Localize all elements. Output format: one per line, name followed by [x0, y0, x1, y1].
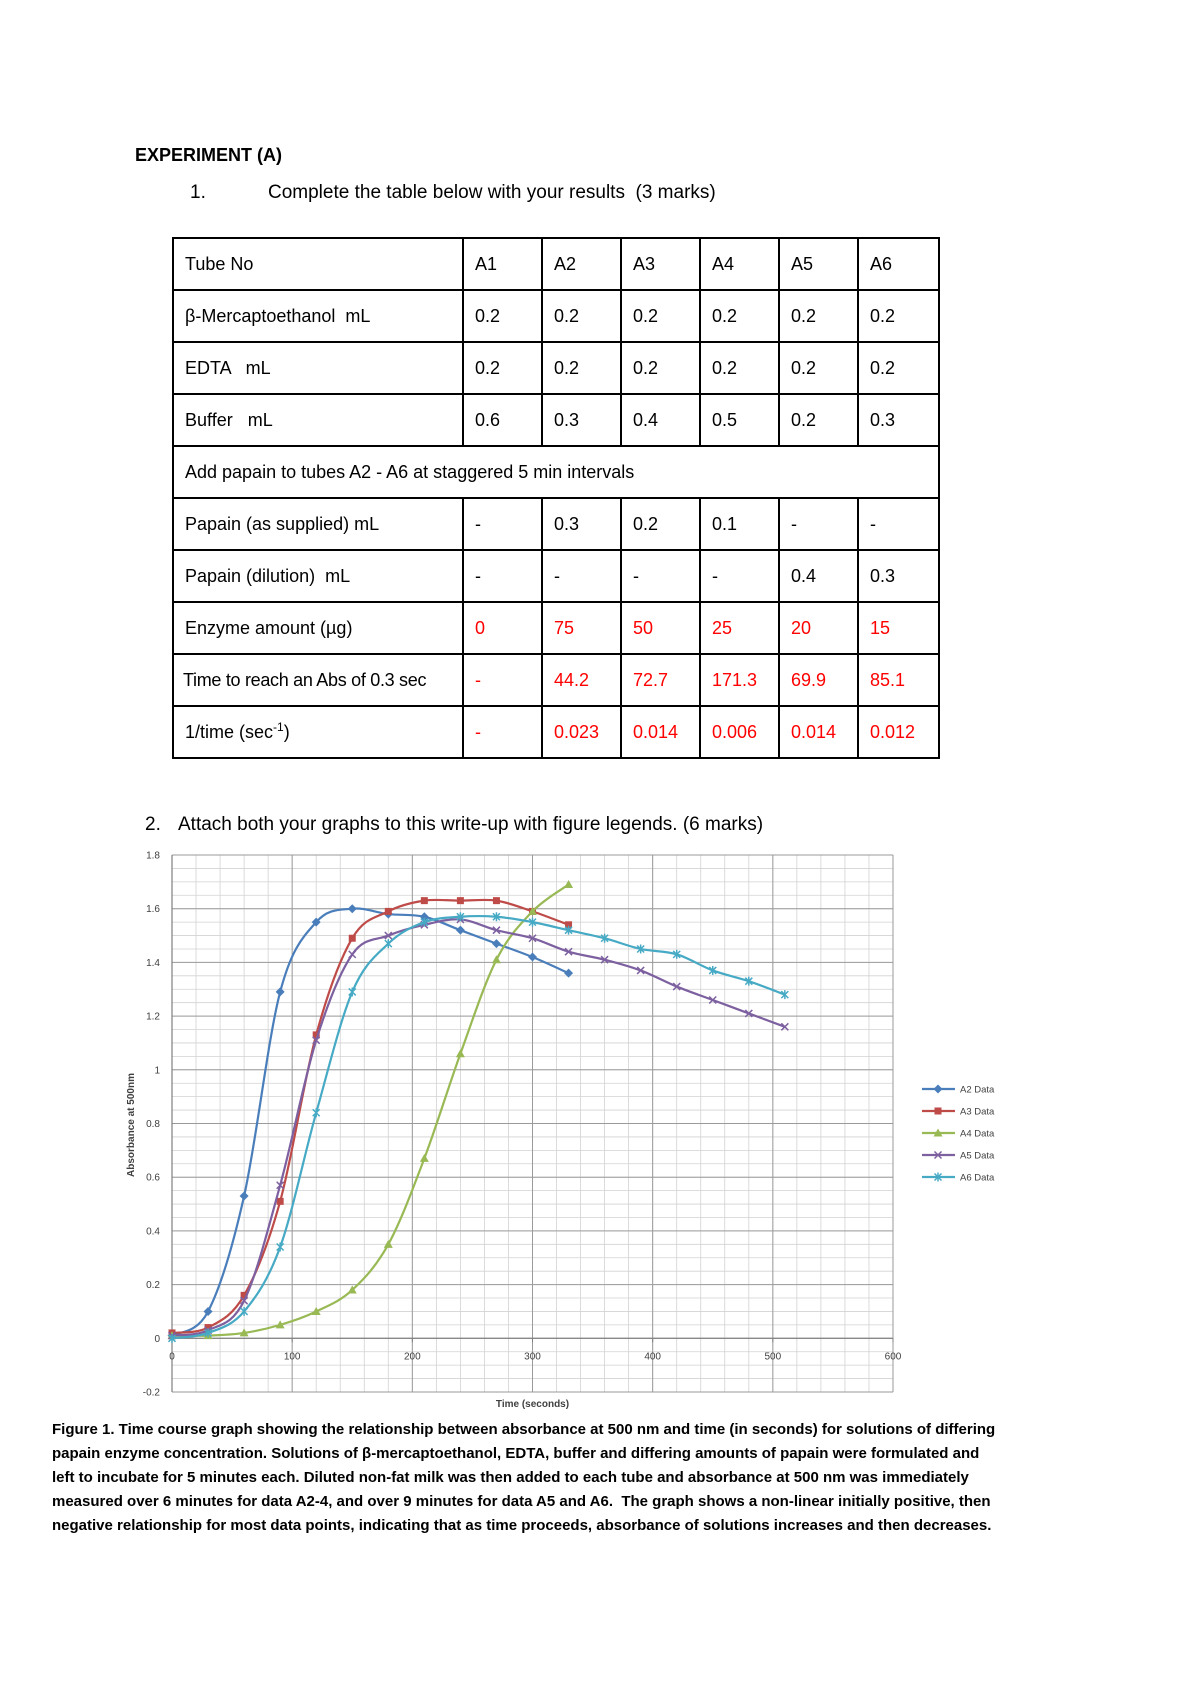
y-tick-label: 0.2 — [146, 1280, 160, 1292]
result-value: 171.3 — [700, 654, 779, 706]
chart-legend — [922, 1085, 995, 1184]
row-papain-dilution — [173, 550, 939, 602]
row-edta — [173, 342, 939, 394]
cell-value: 0.2 — [700, 290, 779, 342]
legend-item-a2 — [922, 1085, 995, 1096]
row-label — [173, 706, 463, 758]
cell-value: 0.2 — [542, 342, 621, 394]
legend-label: A3 Data — [960, 1106, 995, 1118]
column-header: A1 — [463, 238, 542, 290]
cell-value: 0.2 — [621, 342, 700, 394]
data-point-a4-6 — [384, 1240, 393, 1248]
series-a6 — [169, 912, 789, 1343]
y-tick-label: 1.8 — [146, 850, 160, 862]
cell-value: - — [542, 550, 621, 602]
x-tick-label: 200 — [403, 1351, 421, 1363]
row-buffer — [173, 394, 939, 446]
result-value: 25 — [700, 602, 779, 654]
row-enzyme-amount — [173, 602, 939, 654]
result-value: - — [463, 654, 542, 706]
results-table — [172, 237, 940, 759]
cell-value: - — [700, 550, 779, 602]
row-label: Enzyme amount (µg) — [173, 602, 463, 654]
data-point-a3-3 — [277, 1198, 284, 1205]
question-2-number: 2. — [145, 814, 161, 835]
caption-line: negative relationship for most data points, indicating that as time proceeds, absorbance of solutions increases and then decreases. — [52, 1517, 992, 1534]
result-value: 75 — [542, 602, 621, 654]
result-value: 15 — [858, 602, 939, 654]
caption-line: left to incubate for 5 minutes each. Diluted non-fat milk was then added to each tube and absorbance at 500 nm was immediately — [52, 1469, 969, 1486]
row-label: Papain (dilution) mL — [173, 550, 463, 602]
y-tick-label: -0.2 — [142, 1387, 160, 1399]
question-1-number: 1. — [190, 182, 206, 203]
legend-item-a3 — [922, 1107, 995, 1118]
data-point-a6-5 — [349, 987, 356, 996]
data-point-a4-9 — [492, 955, 501, 963]
question-1-text: Complete the table below with your results (3 marks) — [268, 182, 716, 203]
data-point-a2-9 — [492, 939, 501, 948]
y-tick-label: 1.2 — [146, 1011, 160, 1023]
cell-value: 0.2 — [858, 290, 939, 342]
data-point-a4-7 — [420, 1154, 429, 1162]
series-line-a3 — [172, 900, 569, 1333]
column-header: A5 — [779, 238, 858, 290]
x-tick-label: 0 — [169, 1351, 175, 1363]
y-tick-label: 0.4 — [146, 1226, 160, 1238]
data-point-a2-5 — [348, 904, 357, 913]
data-point-a3-7 — [421, 897, 428, 904]
data-point-a5-5 — [349, 951, 356, 958]
row-instruction — [173, 446, 939, 498]
cell-value: 0.2 — [621, 290, 700, 342]
result-value: 50 — [621, 602, 700, 654]
result-value: 44.2 — [542, 654, 621, 706]
legend-label: A6 Data — [960, 1172, 995, 1184]
cell-value: 0.4 — [621, 394, 700, 446]
legend-item-a4 — [922, 1129, 995, 1140]
data-point-a3-8 — [457, 897, 464, 904]
row-time-to-abs — [173, 654, 939, 706]
row-label: β-Mercaptoethanol mL — [173, 290, 463, 342]
y-tick-label: 0 — [154, 1333, 160, 1345]
cell-value: 0.2 — [463, 342, 542, 394]
result-value: 0 — [463, 602, 542, 654]
data-point-a4-8 — [456, 1049, 465, 1057]
y-tick-label: 0.8 — [146, 1119, 160, 1130]
caption-line: papain enzyme concentration. Solutions of β-mercaptoethanol, EDTA, buffer and differing amounts of papain were formulated and — [52, 1445, 980, 1462]
column-header: A4 — [700, 238, 779, 290]
data-point-a6-4 — [313, 1108, 320, 1117]
cell-value: 0.6 — [463, 394, 542, 446]
data-point-a6-3 — [277, 1243, 284, 1252]
section-heading: EXPERIMENT (A) — [135, 145, 283, 165]
cell-value: 0.2 — [700, 342, 779, 394]
row-label: Time to reach an Abs of 0.3 sec — [173, 654, 463, 706]
cell-value: 0.2 — [542, 290, 621, 342]
data-point-a2-8 — [456, 926, 465, 935]
result-value: 0.006 — [700, 706, 779, 758]
row-papain-supplied — [173, 498, 939, 550]
x-tick-label: 600 — [884, 1351, 902, 1363]
cell-value: 0.5 — [700, 394, 779, 446]
row-inverse-time — [173, 706, 939, 758]
cell-value: - — [463, 498, 542, 550]
data-point-a2-11 — [564, 969, 573, 978]
column-header: A3 — [621, 238, 700, 290]
cell-value: - — [779, 498, 858, 550]
x-tick-label: 100 — [283, 1351, 301, 1363]
data-point-a3-6 — [385, 908, 392, 915]
instruction-text: Add papain to tubes A2 - A6 at staggered 5 min intervals — [173, 446, 939, 498]
row-label: Buffer mL — [173, 394, 463, 446]
row-label: EDTA mL — [173, 342, 463, 394]
data-point-a3-9 — [493, 897, 500, 904]
plot-grid — [172, 855, 893, 1392]
y-tick-label: 1.6 — [146, 904, 160, 916]
caption-line: Figure 1. Time course graph showing the relationship between absorbance at 500 nm and time (in seconds) for solutions of differing — [52, 1421, 996, 1438]
result-value: 0.014 — [779, 706, 858, 758]
cell-value: 0.2 — [621, 498, 700, 550]
legend-item-a5 — [922, 1151, 995, 1162]
legend-marker — [935, 1108, 942, 1115]
result-value: 0.023 — [542, 706, 621, 758]
row-label-superscript: -1 — [273, 719, 284, 734]
data-point-a4-11 — [564, 880, 573, 888]
data-point-a2-3 — [276, 987, 285, 996]
column-header: A6 — [858, 238, 939, 290]
result-value: 85.1 — [858, 654, 939, 706]
y-tick-label: 1 — [154, 1065, 160, 1077]
result-value: 72.7 — [621, 654, 700, 706]
absorbance-time-chart — [0, 840, 1200, 1420]
x-axis-title: Time (seconds) — [495, 1399, 570, 1410]
series-a2 — [168, 904, 574, 1340]
legend-label: A2 Data — [960, 1084, 995, 1096]
cell-value: 0.3 — [542, 498, 621, 550]
cell-value: 0.2 — [779, 290, 858, 342]
cell-value: 0.2 — [779, 394, 858, 446]
data-point-a2-2 — [240, 1191, 249, 1200]
caption-line: measured over 6 minutes for data A2-4, and over 9 minutes for data A5 and A6. The graph shows a non-linear initially positive, then — [52, 1493, 991, 1510]
legend-marker — [934, 1085, 943, 1094]
data-point-a6-6 — [385, 939, 392, 948]
row-label: Tube No — [173, 238, 463, 290]
row-label-suffix: ) — [283, 721, 290, 742]
result-value: 20 — [779, 602, 858, 654]
result-value: 0.012 — [858, 706, 939, 758]
series-a5 — [169, 916, 789, 1339]
cell-value: 0.1 — [700, 498, 779, 550]
cell-value: 0.2 — [779, 342, 858, 394]
data-point-a2-10 — [528, 953, 537, 962]
result-value: - — [463, 706, 542, 758]
question-2-text: Attach both your graphs to this write-up with figure legends. (6 marks) — [178, 814, 764, 835]
x-tick-label: 400 — [644, 1351, 662, 1363]
y-axis-title: Absorbance at 500nm — [126, 1073, 137, 1177]
y-tick-label: 1.4 — [146, 957, 160, 969]
series-line-a5 — [172, 919, 785, 1335]
y-tick-label: 0.6 — [146, 1172, 160, 1184]
cell-value: 0.3 — [542, 394, 621, 446]
legend-label: A4 Data — [960, 1128, 995, 1140]
cell-value: 0.2 — [858, 342, 939, 394]
cell-value: - — [858, 498, 939, 550]
x-tick-label: 500 — [764, 1351, 782, 1363]
row-tube-no — [173, 238, 939, 290]
cell-value: 0.3 — [858, 394, 939, 446]
result-value: 69.9 — [779, 654, 858, 706]
row-mercaptoethanol — [173, 290, 939, 342]
cell-value: 0.2 — [463, 290, 542, 342]
series-line-a6 — [172, 916, 785, 1338]
cell-value: 0.3 — [858, 550, 939, 602]
row-label: Papain (as supplied) mL — [173, 498, 463, 550]
cell-value: - — [463, 550, 542, 602]
x-tick-label: 300 — [524, 1351, 541, 1363]
row-label-text: 1/time (sec — [185, 721, 274, 742]
legend-item-a6 — [922, 1173, 995, 1184]
legend-label: A5 Data — [960, 1150, 995, 1162]
cell-value: 0.4 — [779, 550, 858, 602]
cell-value: - — [621, 550, 700, 602]
result-value: 0.014 — [621, 706, 700, 758]
data-point-a2-1 — [204, 1307, 213, 1316]
figure-caption — [52, 1418, 995, 1538]
data-point-a3-5 — [349, 935, 356, 942]
column-header: A2 — [542, 238, 621, 290]
